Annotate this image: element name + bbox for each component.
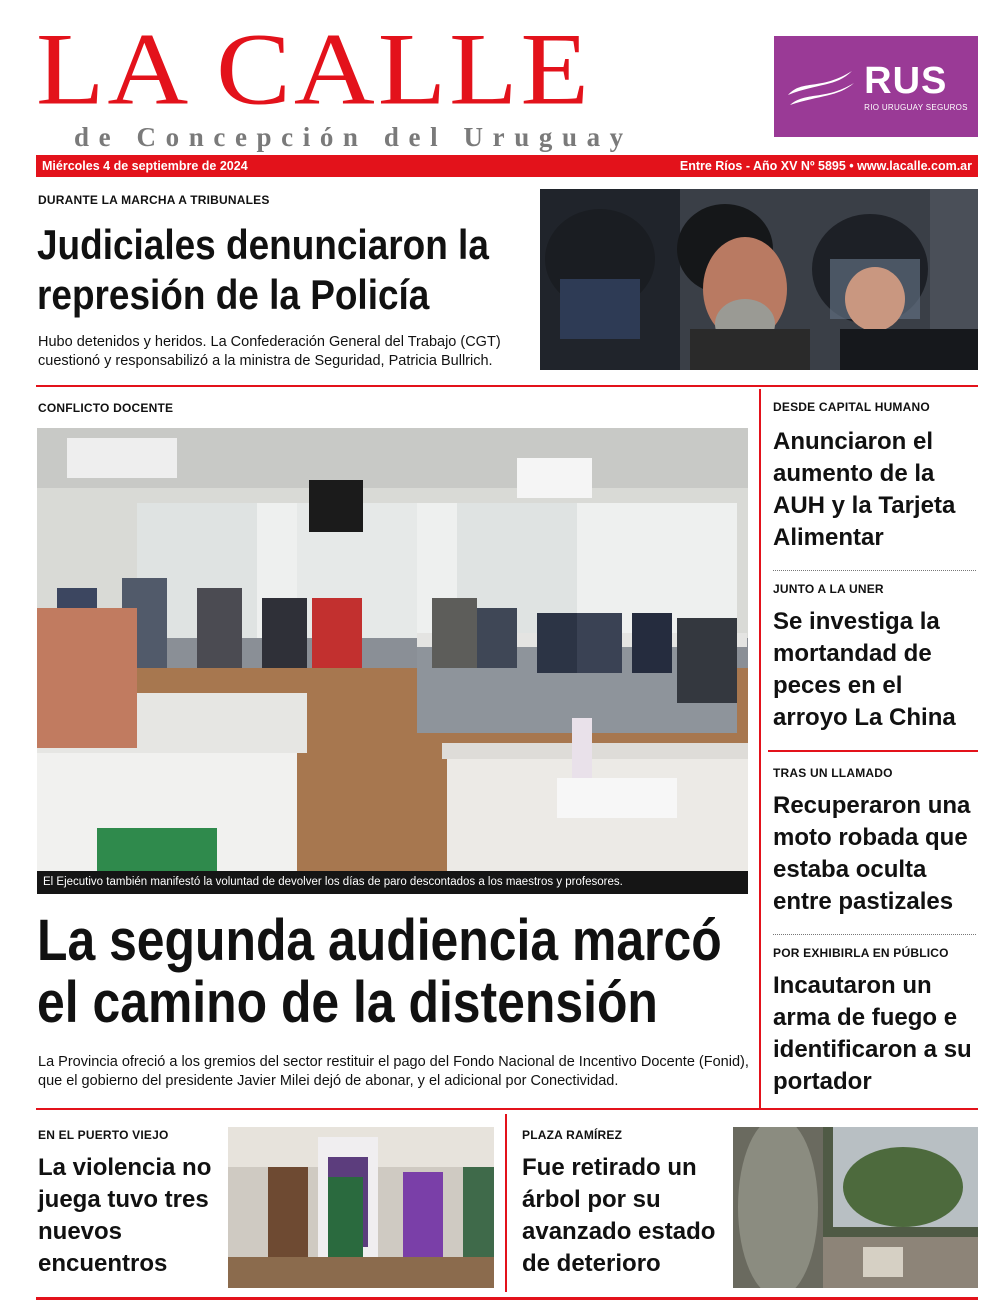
wave-logo-icon	[784, 65, 856, 109]
lead-photo[interactable]	[540, 189, 978, 370]
main-headline[interactable]	[37, 910, 833, 1034]
sidebar-headline: Recuperaron una moto robada que estaba oculta entre pastizales	[773, 792, 971, 915]
main-photo-caption: El Ejecutivo también manifestó la voluntad de devolver los días de paro descontados a los maestros y profesores.	[37, 871, 748, 894]
issue-date: Miércoles 4 de septiembre de 2024	[42, 159, 248, 173]
main-headline-line-1: La segunda audiencia marcó	[37, 908, 722, 973]
main-headline-line-2: el camino de la distensión	[37, 970, 658, 1035]
main-photo[interactable]	[37, 428, 748, 894]
lead-headline-line-1: Judiciales denunciaron la	[37, 221, 489, 268]
bottom-story-2[interactable]	[522, 1128, 727, 1280]
bottom-headline: La violencia no juega tuvo tres nuevos encuentros	[38, 1154, 212, 1277]
lead-deck: Hubo detenidos y heridos. La Confederación General del Trabajo (CGT) cuestionó y responsabilizó a la ministra de Seguridad, Patricia Bullrich.	[38, 334, 501, 369]
sidebar-story-3[interactable]	[773, 766, 978, 918]
sidebar-kicker: TRAS UN LLAMADO	[773, 766, 893, 780]
bottom-kicker: PLAZA RAMÍREZ	[522, 1128, 623, 1142]
lead-headline-line-2: represión de la Policía	[37, 271, 430, 318]
column-divider	[505, 1114, 507, 1292]
bottom-headline: Fue retirado un árbol por su avanzado estado de deterioro	[522, 1154, 716, 1277]
sidebar-kicker: DESDE CAPITAL HUMANO	[773, 400, 930, 414]
sidebar-headline: Anunciaron el aumento de la AUH y la Tarjeta Alimentar	[773, 428, 956, 551]
section-divider	[36, 1108, 978, 1110]
bottom-kicker: EN EL PUERTO VIEJO	[38, 1128, 169, 1142]
sidebar-story-1[interactable]	[773, 400, 978, 554]
sidebar-headline: Incautaron un arma de fuego e identificaron a su portador	[773, 972, 972, 1095]
issue-edition[interactable]: Entre Ríos - Año XV Nº 5895 • www.lacalle.com.ar	[679, 159, 972, 173]
sidebar-divider	[773, 934, 976, 935]
section-divider	[36, 385, 978, 387]
bottom-photo-1[interactable]	[228, 1127, 494, 1288]
sidebar-story-4[interactable]	[773, 946, 978, 1098]
sidebar-divider	[773, 570, 976, 571]
masthead-title[interactable]: LA CALLE	[36, 12, 592, 127]
sidebar-story-2[interactable]	[773, 582, 978, 734]
sidebar-kicker: POR EXHIBIRLA EN PÚBLICO	[773, 946, 949, 960]
masthead-subtitle: de Concepción del Uruguay	[74, 122, 633, 152]
bottom-photo-2[interactable]	[733, 1127, 978, 1288]
sidebar-headline: Se investiga la mortandad de peces en el arroyo La China	[773, 608, 956, 731]
sidebar-kicker: JUNTO A LA UNER	[773, 582, 884, 596]
lead-headline[interactable]	[37, 220, 551, 320]
main-deck: La Provincia ofreció a los gremios del sector restituir el pago del Fondo Nacional de Incentivo Docente (Fonid), que el gobierno del presidente Javier Milei dejó de abonar, y el adicional por Conectividad.	[38, 1054, 749, 1089]
page-bottom-rule	[36, 1297, 978, 1300]
ad-brand: RUS	[864, 59, 948, 102]
bottom-story-1[interactable]	[38, 1128, 223, 1280]
advertisement-banner[interactable]	[774, 36, 978, 137]
sidebar-divider	[768, 750, 978, 752]
ad-tagline: RIO URUGUAY SEGUROS	[864, 102, 968, 112]
column-divider	[759, 389, 761, 1109]
main-kicker: CONFLICTO DOCENTE	[38, 401, 174, 415]
lead-kicker: DURANTE LA MARCHA A TRIBUNALES	[38, 193, 270, 207]
date-bar	[36, 155, 978, 177]
